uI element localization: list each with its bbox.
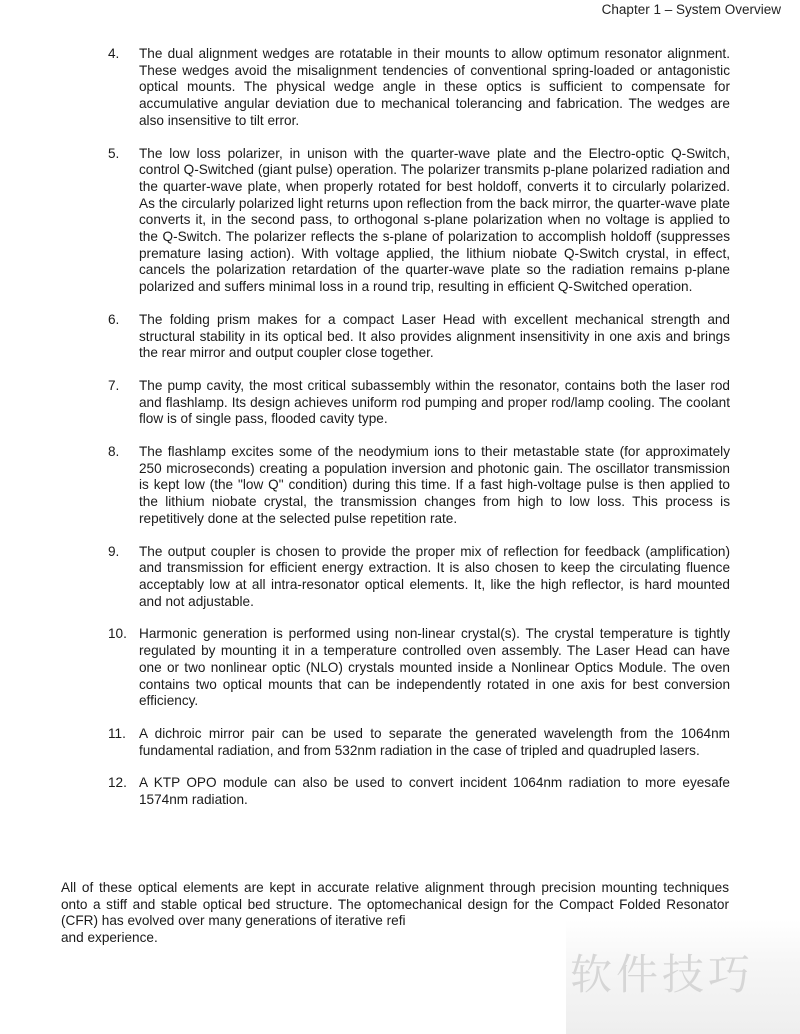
list-item-6	[108, 312, 730, 362]
list-number: 8.	[108, 444, 120, 460]
list-text: A KTP OPO module can also be used to convert incident 1064nm radiation to more eyesafe 1574nm radiation.	[139, 775, 730, 808]
list-item-11	[108, 726, 730, 759]
list-number: 9.	[108, 543, 120, 559]
list-text: Harmonic generation is performed using non-linear crystal(s). The crystal temperature is tightly regulated by mounting it in a temperature controlled oven assembly. The Laser Head can have one or two nonlinear optic (NLO) crystals mounted inside a Nonlinear Optics Module. The oven contains two optical mounts that can be independently rotated in one axis for best conversion efficiency.	[139, 626, 730, 709]
running-header: Chapter 1 – System Overview	[601, 2, 781, 17]
list-text: The flashlamp excites some of the neodymium ions to their metastable state (for approximately 250 microseconds) creating a population inversion and photonic gain. The oscillator transmission is kept low (the "low Q" condition) during this time. If a fast high-voltage pulse is then applied to the lithium niobate crystal, the transmission changes from high to low loss. This process is repetitively done at the selected pulse repetition rate.	[139, 444, 730, 526]
list-item-5	[108, 146, 730, 296]
watermark-text: 软件技巧	[570, 950, 755, 999]
list-text: The low loss polarizer, in unison with the quarter-wave plate and the Electro-optic Q-Switch, control Q-Switched (giant pulse) operation. The polarizer transmits p-plane polarized radiation and the quarter-wave plate, when properly rotated for best holdoff, converts it to circularly polarized. As the circularly polarized light returns upon reflection from the back mirror, the quarter-wave plate converts it, in the second pass, to orthogonal s-plane polarization when no voltage is applied to the Q-Switch. The polarizer reflects the s-plane of polarization to accomplish holdoff (suppresses premature lasing action). With voltage applied, the lithium niobate Q-Switch crystal, in effect, cancels the polarization retardation of the quarter-wave plate so the radiation remains p-plane polarized and suffers minimal loss in a round trip, resulting in efficient Q-Switched operation.	[139, 145, 730, 295]
list-number: 7.	[108, 377, 120, 393]
list-text: The output coupler is chosen to provide the proper mix of reflection for feedback (amplification) and transmission for efficient energy extraction. It is also chosen to keep the circulating fluence acceptably low at all intra-resonator optical elements. It, like the high reflector, is hard mounted and not adjustable.	[139, 543, 730, 609]
list-number: 10.	[108, 626, 127, 642]
list-number: 12.	[108, 775, 127, 791]
list-number: 11.	[108, 725, 126, 741]
list-text: The dual alignment wedges are rotatable in their mounts to allow optimum resonator alignment. These wedges avoid the misalignment tendencies of conventional spring-loaded or antagonistic optical mounts. The physical wedge angle in these optics is sufficient to compensate for accumulative angular deviation due to mechanical tolerancing and fabrication. The wedges are also insensitive to tilt error.	[139, 46, 730, 128]
list-text: The folding prism makes for a compact Laser Head with excellent mechanical strength and structural stability in its optical bed. It also provides alignment insensitivity in one axis and brings the rear mirror and output coupler close together.	[139, 311, 730, 361]
list-item-9	[108, 544, 730, 611]
list-item-8	[108, 444, 730, 528]
list-number: 4.	[108, 46, 120, 61]
list-text: The pump cavity, the most critical subassembly within the resonator, contains both the laser rod and flashlamp. Its design achieves uniform rod pumping and proper rod/lamp cooling. The coolant flow is of single pass, flooded cavity type.	[139, 377, 730, 427]
list-text: A dichroic mirror pair can be used to separate the generated wavelength from the 1064nm fundamental radiation, and from 532nm radiation in the case of tripled and quadrupled lasers.	[139, 725, 730, 758]
closing-paragraph-text: All of these optical elements are kept in accurate relative alignment through precision mounting techniques onto a stiff and stable optical bed structure. The optomechanical design for the Compact Folded Resonator (CFR) has evolved over many generations of iterative refi	[61, 880, 729, 929]
closing-paragraph-end: and experience.	[61, 930, 158, 946]
list-number: 6.	[108, 311, 120, 327]
list-number: 5.	[108, 145, 120, 161]
list-item-7	[108, 378, 730, 428]
numbered-list	[108, 46, 730, 825]
watermark-overlay	[566, 920, 800, 1034]
list-item-10	[108, 626, 730, 710]
list-item-12	[108, 775, 730, 808]
list-item-4	[108, 46, 730, 130]
